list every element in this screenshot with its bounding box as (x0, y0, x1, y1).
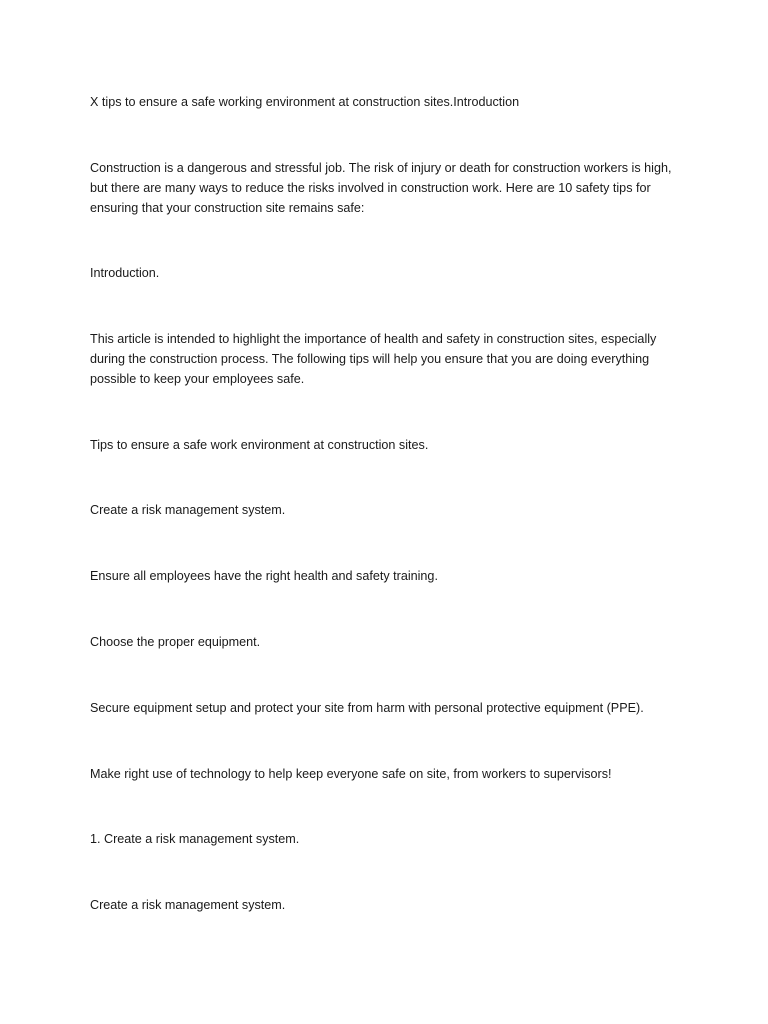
section-1-paragraph: Create a risk management system. (90, 898, 286, 912)
tips-heading: Tips to ensure a safe work environment at construction sites. (90, 438, 429, 452)
document-title-paragraph: X tips to ensure a safe working environment at construction sites.Introduction (90, 95, 520, 109)
tip-technology: Make right use of technology to help keep everyone safe on site, from workers to supervisors! (90, 767, 612, 781)
article-purpose-paragraph: This article is intended to highlight the importance of health and safety in construction sites, especially during the construction process. The following tips will help you ensure that you are doing everything possible to keep your employees safe. (90, 332, 657, 386)
tip-risk-management: Create a risk management system. (90, 503, 286, 517)
introduction-heading: Introduction. (90, 266, 160, 280)
tip-training: Ensure all employees have the right health and safety training. (90, 569, 438, 583)
section-heading-1: 1. Create a risk management system. (90, 832, 300, 846)
tip-equipment: Choose the proper equipment. (90, 635, 261, 649)
intro-paragraph: Construction is a dangerous and stressful job. The risk of injury or death for construction workers is high, but there are many ways to reduce the risks involved in construction work. Here are 10 safety tips for ensuring that your construction site remains safe: (90, 161, 672, 215)
tip-ppe: Secure equipment setup and protect your site from harm with personal protective equipment (PPE). (90, 701, 644, 715)
